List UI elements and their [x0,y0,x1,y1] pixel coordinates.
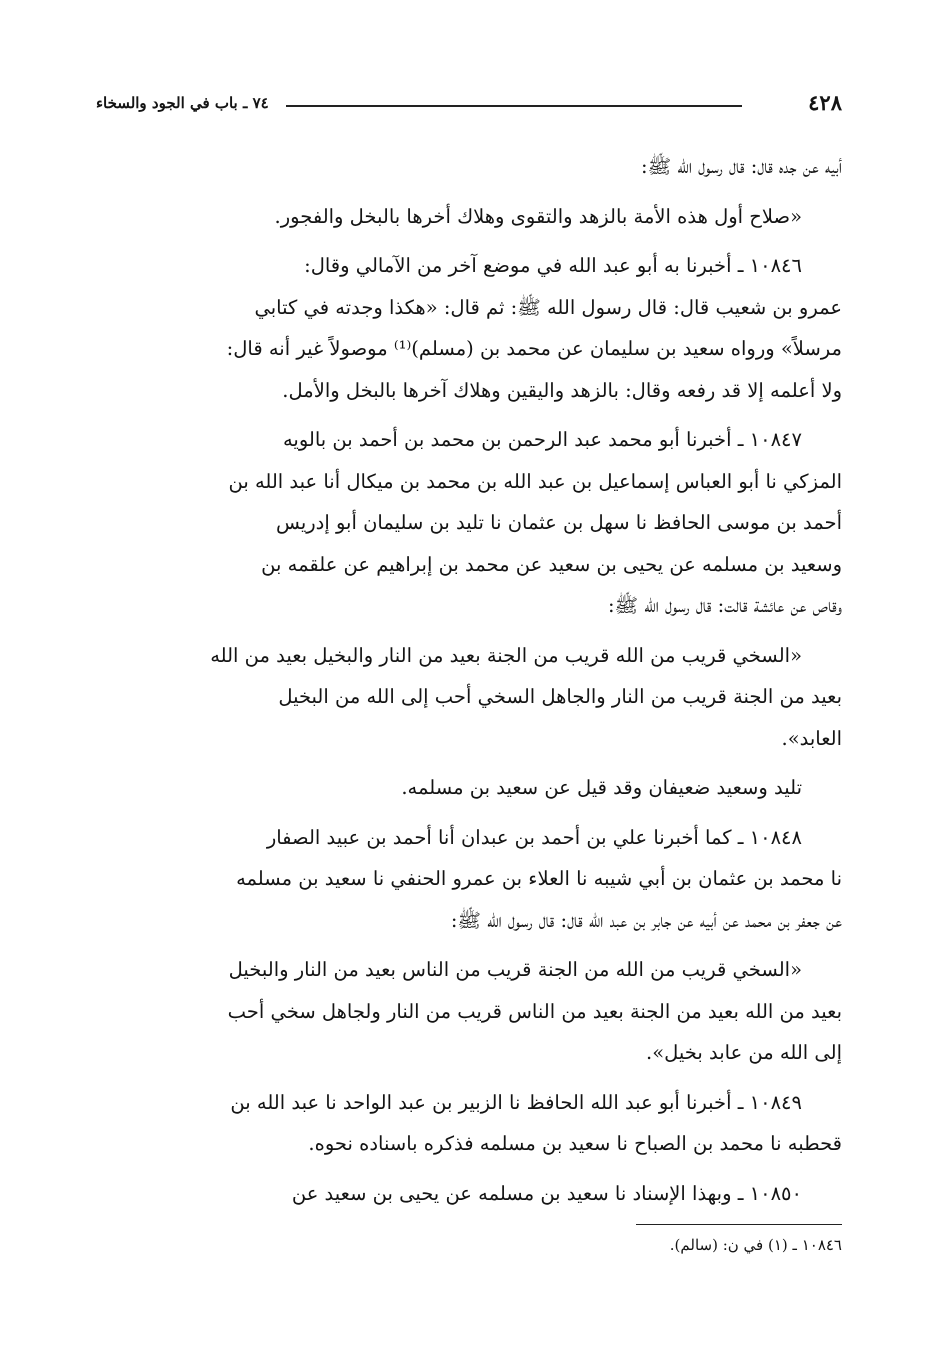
text-line: تليد وسعيد ضعيفان وقد قيل عن سعيد بن مسلمه. [401,776,802,799]
text-line: وسعيد بن مسلمه عن يحيى بن سعيد عن محمد بن إبراهيم عن علقمه بن [261,552,842,576]
text-line: ١٠٨٤٧ ـ أخبرنا أبو محمد عبد الرحمن بن محمد بن أحمد بن بالويه [282,428,802,451]
text-line: عمرو بن شعيب قال: قال رسول الله ﷺ: ثم قال: «هكذا وجدته في كتابي [254,295,842,319]
page-number: ٤٢٨ [808,90,842,115]
text-line: المزكي نا أبو العباس إسماعيل بن عبد الله بن محمد بن ميكال أنا عبد الله بن [228,469,842,493]
text-line: قحطبه نا محمد بن الصباح نا سعيد بن مسلمه فذكره باسناده نحوه. [308,1132,842,1155]
paragraph-10848 [98,817,842,942]
text-line: أبيه عن جده قال: قال رسول الله ﷺ: [641,155,842,178]
text-line: عن جعفر بن محمد عن أبيه عن جابر بن عبد الله قال: قال رسول الله ﷺ: [450,908,842,932]
text-line: بعيد من الجنة قريب من النار والجاهل السخي أحب إلى الله من البخيل [278,685,842,708]
text-line: ١٠٨٥٠ ـ وبهذا الإسناد نا سعيد بن مسلمه عن يحيى بن سعيد عن [291,1181,802,1205]
paragraph-10846 [98,245,842,411]
footnote-rule [636,1224,842,1225]
paragraph-hadith-quote [98,196,842,238]
text-line: ١٠٨٤٩ ـ أخبرنا أبو عبد الله الحافظ نا الزبير بن عبد الواحد نا عبد الله بن [230,1090,802,1114]
text-line: «السخي قريب من الله من الجنة قريب من الناس بعيد من النار والبخيل [228,958,802,981]
header-rule [286,105,742,107]
paragraph-10849 [98,1082,842,1165]
text-line: إلى الله من عابد بخيل». [646,1041,842,1064]
text-line: بعيد من الله بعيد من الجنة بعيد من الناس قريب من النار ولجاهل سخي أحب [227,999,842,1023]
text-line: نا محمد بن عثمان بن أبي شيبه نا العلاء بن عمرو الحنفي نا سعيد بن مسلمه [236,867,842,890]
page-header [96,88,842,122]
paragraph-note [98,767,842,809]
text-line: وقاص عن عائشة قالت: قال رسول الله ﷺ: [607,594,842,617]
paragraph-intro [98,146,842,188]
paragraph-hadith-quote [98,949,842,1074]
text-line: أحمد بن موسى الحافظ نا سهل بن عثمان نا تليد بن سليمان أبو إدريس [275,511,842,534]
main-text [98,146,842,1222]
text-line: «السخي قريب من الله قريب من الجنة بعيد من النار والبخيل بعيد من الله [210,643,802,667]
text-line: ولا أعلمه إلا قد رفعه وقال: بالزهد واليقين وهلاك آخرها بالبخل والأمل. [282,378,842,402]
paragraph-hadith-quote [98,635,842,760]
chapter-title: ٧٤ ـ باب في الجود والسخاء [96,94,269,112]
text-line: مرسلاً» ورواه سعيد بن سليمان عن محمد بن (مسلم)⁽¹⁾ موصولاً غير أنه قال: [226,337,842,360]
paragraph-10847 [98,419,842,627]
text-line: العابد». [781,726,842,750]
text-line: ١٠٨٤٦ ـ أخبرنا به أبو عبد الله في موضع آخر من الآمالي وقال: [304,254,802,277]
paragraph-10850 [98,1173,842,1215]
text-line: ١٠٨٤٨ ـ كما أخبرنا علي بن أحمد بن عبدان أنا أحمد بن عبيد الصفار [266,825,802,849]
footnote: ١٠٨٤٦ ـ (١) في ن: (سالم). [669,1236,842,1254]
text-line: «صلاح أول هذه الأمة بالزهد والتقوى وهلاك أخرها بالبخل والفجور. [274,204,802,228]
